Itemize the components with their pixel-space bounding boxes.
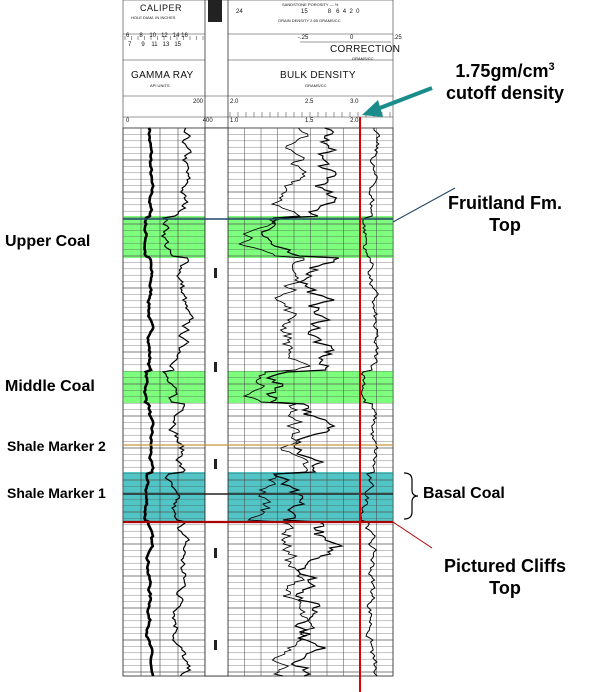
caliper-subtitle: HOLE DIAM. IN INCHES bbox=[131, 15, 176, 20]
bulk-density-top-scale bbox=[230, 99, 358, 105]
bulk-density-title: BULK DENSITY bbox=[280, 70, 356, 81]
basal-coal-label: Basal Coal bbox=[423, 485, 505, 502]
gamma-tick-label: 400 bbox=[202, 118, 213, 124]
cutoff-text: cutoff density bbox=[445, 83, 564, 103]
density-tick-label: 2.0 bbox=[230, 99, 239, 105]
caliper-scale2-text bbox=[128, 42, 181, 48]
caliper-tick-label: 13 bbox=[162, 42, 170, 48]
correction-scale-text bbox=[298, 35, 402, 41]
depth-mark bbox=[214, 362, 217, 372]
density-tick-label: 2.5 bbox=[305, 99, 314, 105]
correction-tick-label: .25 bbox=[393, 35, 402, 41]
porosity-tick-label: 4 bbox=[342, 9, 347, 15]
correction-unit: GRAMS/CC bbox=[352, 56, 374, 61]
density-tick-label: 1.5 bbox=[305, 118, 314, 124]
middle-coal-label: Middle Coal bbox=[5, 378, 95, 395]
cutoff-value: 1.75gm/cm bbox=[455, 61, 549, 81]
caliper-tick-label: 16 bbox=[181, 33, 188, 39]
shale-marker-2-label: Shale Marker 2 bbox=[7, 438, 106, 454]
depth-mark bbox=[214, 640, 217, 650]
bulk-density-unit: GRAMS/CC bbox=[305, 83, 327, 88]
porosity-title: SANDSTONE POROSITY — % bbox=[282, 2, 339, 7]
depth-mark bbox=[214, 268, 217, 278]
fruitland-line1: Fruitland Fm. bbox=[448, 193, 562, 213]
pictured-cliffs-leader bbox=[393, 522, 432, 548]
shale-marker-1-label: Shale Marker 1 bbox=[7, 485, 106, 501]
gamma-ray-bottom-scale bbox=[126, 118, 213, 124]
caliper-tick-label: 11 bbox=[151, 42, 158, 48]
pictured-cliffs-line2: Top bbox=[489, 578, 521, 598]
porosity-tick-label: 2 bbox=[349, 9, 353, 15]
correction-title: CORRECTION bbox=[330, 44, 401, 55]
porosity-tick-label: 15 bbox=[301, 9, 308, 15]
bulk-density-bottom-scale bbox=[230, 118, 358, 124]
cutoff-superscript: 3 bbox=[548, 61, 555, 73]
caliper-tick-label: 7 bbox=[128, 42, 132, 48]
basal-coal-bracket bbox=[404, 473, 418, 519]
gamma-ray-unit: API UNITS bbox=[150, 83, 170, 88]
density-tick-label: 2.0 bbox=[350, 118, 359, 124]
caliper-tick-label: 9 bbox=[141, 42, 145, 48]
porosity-tick-label: 8 bbox=[327, 9, 332, 15]
caliper-tick-label: 15 bbox=[174, 42, 182, 48]
caliper-tick-label: 8 bbox=[139, 33, 143, 39]
gamma-tick-label: 0 bbox=[126, 118, 130, 124]
gamma-ray-title: GAMMA RAY bbox=[131, 70, 194, 81]
upper-coal-label: Upper Coal bbox=[5, 233, 91, 250]
basal-coal-band bbox=[123, 472, 393, 522]
depth-mark bbox=[214, 459, 217, 469]
caliper-tick-label: 12 bbox=[161, 33, 168, 39]
pictured-cliffs-line1: Pictured Cliffs bbox=[443, 556, 567, 576]
depth-track bbox=[205, 128, 228, 676]
caliper-title: CALIPER bbox=[140, 3, 183, 13]
porosity-tick-label: 6 bbox=[336, 9, 340, 15]
middle-coal-band bbox=[123, 371, 393, 403]
cutoff-density-annotation bbox=[420, 56, 590, 104]
gamma-ray-top-scale: 200 bbox=[193, 99, 204, 105]
fruitland-top-annotation bbox=[440, 192, 570, 236]
caliper-tick-label: 6 bbox=[126, 33, 130, 39]
porosity-tick-label: 0 bbox=[356, 9, 360, 15]
grain-density-text: GRAIN DENSITY 2.65 GRAMS/CC bbox=[278, 18, 341, 23]
correction-tick-label: 0 bbox=[350, 35, 354, 41]
correction-tick-label: -.25 bbox=[298, 35, 309, 41]
density-tick-label: 3.0 bbox=[350, 99, 359, 105]
porosity-scale-text bbox=[236, 9, 360, 15]
caliper-tick-label: 10 bbox=[149, 33, 157, 39]
pictured-cliffs-annotation bbox=[430, 555, 580, 599]
depth-mark bbox=[214, 548, 217, 558]
fruitland-line2: Top bbox=[489, 215, 521, 235]
caliper-tick-label: 14 bbox=[172, 33, 180, 39]
log-body bbox=[123, 128, 393, 676]
caliper-scale-text bbox=[126, 33, 188, 39]
density-tick-label: 1.0 bbox=[230, 118, 239, 124]
porosity-tick-label: 24 bbox=[236, 9, 243, 15]
header-depth-block bbox=[208, 0, 222, 22]
